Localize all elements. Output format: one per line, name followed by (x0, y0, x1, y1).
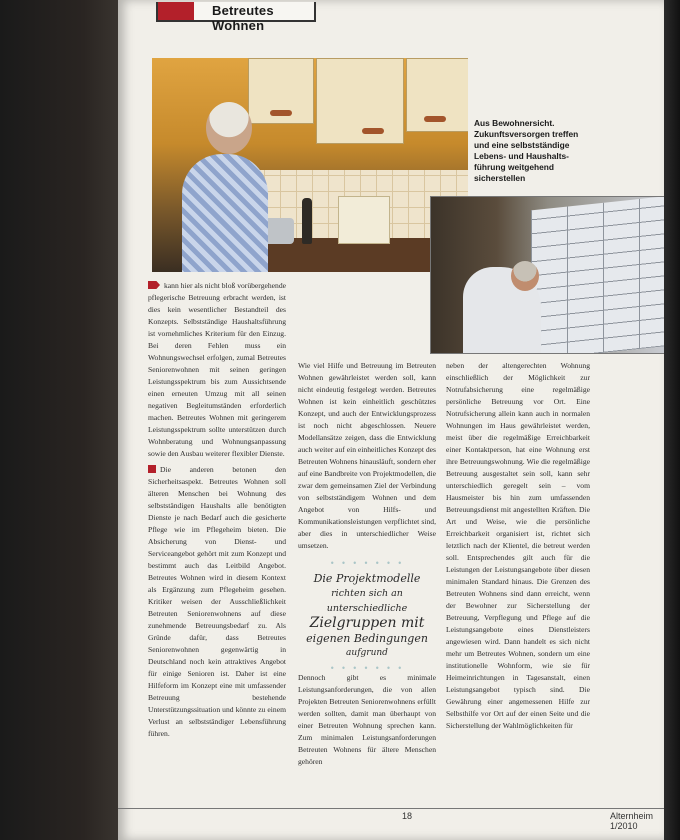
section-title: Betreutes Wohnen (212, 3, 274, 33)
paragraph: Wie viel Hilfe und Betreuung im Betreuten Wohnen gewährleistet werden soll, kann nicht eindeutig festgelegt werden. Betreutes Wohnen ist kein einheitlich geschütztes Konzept, und auch der Entwicklungsprozess ist noch nicht abgeschlossen. Neuere Modellansätze zeigen, dass die Entwicklung auch weiter auf ein einheitliches Konzept des Betreuten Wohnens hinausläuft, sondern eher auf eine Bandbreite von Projektmodellen, die zwar dem gemeinsamen Ziel der Verbindung von selbstständigem Wohnen und dem Angebot von Hilfs- und Kommunikationsleistungen verpflichtet sind, aber dies in unterschiedlicher Weise umsetzen. (298, 361, 436, 550)
paragraph (148, 280, 286, 460)
pull-quote-line: Zielgruppen mit (309, 615, 425, 631)
resident-figure (182, 154, 268, 272)
footer-rule (118, 808, 664, 809)
arrow-bullet-icon (148, 281, 160, 289)
paragraph (148, 464, 286, 740)
pull-quote-top-rule: • • • • • • • (329, 559, 405, 568)
mailbox-wall (531, 196, 664, 354)
pull-quote-line: Die Projektmodelle (313, 572, 421, 585)
pull-quote-bottom-rule: • • • • • • • (329, 664, 405, 673)
cabinet-handle (362, 128, 384, 134)
magazine-issue: Alternheim 1/2010 (610, 811, 654, 831)
wall-picture (338, 196, 390, 244)
pull-quote-line: eigenen Bedingungen (306, 632, 428, 645)
page-number: 18 (402, 811, 413, 821)
text-column-2 (298, 360, 436, 556)
resident-head (206, 102, 252, 154)
text-column-3 (446, 360, 590, 736)
kitchen-photo (152, 58, 468, 272)
text-column-1 (148, 280, 286, 744)
book-spine (0, 0, 120, 840)
cabinet-handle (424, 116, 446, 122)
pull-quote-line: richten sich an unterschiedliche (326, 588, 408, 614)
paragraph: neben der altengerechten Wohnung einschließlich der Möglichkeit zur Notrufabsicherung eine regelmäßige persönliche Betreuung vor Ort. Eine Notrufsicherung allein kann auch in normalen Wohnungen im Haus gewährleistet werden, meist über die regelmäßige Erreichbarkeit einer Kontaktperson, hat eine Wohnung erst ihre Betreuungswohnung. Wie die regelmäßige Betreuung ausgestaltet sein soll, kann sehr unterschiedlich geregelt sein – vom Hausmeister bis hin zum umfassenden Betreuungsdienst mit angestellten Kräften. Die Art und Weise, wie die persönliche Erreichbarkeit organisiert ist, richtet sich letztlich nach der Klientel, die betreut werden soll. Entsprechendes gilt auch für die Leistungen der Leistungsangebote über diesen minimalen Standard hinaus. Die Grenzen des Betreuten Wohnens sind dann erreicht, wenn der Bewohner zur Sicherstellung der Betreuung, Verpflegung und Pflege auf die Leistungsangebote eines Dienstleisters angewiesen wird. Dann handelt es sich nicht mehr um Betreutes Wohnen, sondern um eine institutionelle Wohnform, wie sie für Heimeinrichtungen in Tagesanstalt, einen Leistungsangebot typisch sind. Die Gewährung einer angemessenen Hilfe zur Selbsthilfe vor Ort auf der einen Seite und die Sicherstellung der Wahlmöglichkeiten für (446, 361, 590, 730)
man-head (511, 261, 539, 291)
bottle (302, 198, 312, 244)
page-edge-shadow (664, 0, 680, 840)
paragraph-text: kann hier als nicht bloß vorübergehende pflegerische Betreuung erbracht werden, ist dies kein wesentlicher Bestandteil des Konzepts. Selbstständige Haushaltsführung ist vornehmliches Kriterium für den Einzug. Bei deren Fehlen muss ein Wohnungswechsel erfolgen, zumal Betreutes Seniorenwohnen mit seinen geringen Leistungsspektrum bis zum Aussichtsende einen erneuten Umzug mit all seinen negativen Begleitumständen erforderlich machen. Betreutes Wohnen mit geringerem Leistungsspektrum sollte unterstützen durch Wohnberatung und Wohnungsanpassung sowie den Ausbau weiterer flexibler Dienste. (148, 281, 286, 458)
section-header (156, 2, 316, 33)
cabinet (316, 58, 404, 144)
text-column-2-continued (298, 672, 436, 772)
paragraph: Dennoch gibt es minimale Leistungsanforderungen, die von allen Projekten Betreuten Seniorenwohnens erfüllt werden sollten, damit man überhaupt von einer Betreuten Wohnung sprechen kann. Zum minimalen Leistungsanforderungen Betreuten Wohnens für ältere Menschen gehören (298, 673, 436, 766)
mailbox-photo (430, 196, 664, 354)
square-bullet-icon (148, 465, 156, 473)
photo-caption: Aus Bewohnersicht. Zukunftsversorgen treffen und eine selbstständige Lebens- und Haushalts- führung weitgehend sicherstellen (474, 118, 579, 183)
paragraph-text: Die anderen betonen den Sicherheitsaspekt. Betreutes Wohnen soll älteren Menschen bei Wohnung des selbstständigen Haushalts alle benötigten Dienste je nach Bedarf auch die gesicherte Pflege wie im Pflegeheim bieten. Die Absicherung von Dienst- und Serviceangebot gehört mit zum Konzept und bestimmt auch das Leitbild Angebot. Betreutes Wohnen wird in diesem Kontext als Ergänzung zum Pflegeheim gesehen. Kritiker weisen der Ausschließlichkeit Betreuten Seniorenwohnens auf diese zunehmende Betreuungsbedarf zu. Als Gründe dafür, dass Betreutes Seniorenwohnen gegenwärtig in Deutschland noch kein attraktives Angebot für einige Senioren ist. Daher ist eine Hilfeform im Konzept eine mit umfassender Betreuung bestehende Unterstützungssituation und könnte zu einem Verlust an selbstständiger Lebensführung führen. (148, 465, 286, 738)
pull-quote-line: aufgrund (346, 648, 388, 658)
magazine-page (118, 0, 664, 840)
section-color-block (158, 2, 194, 20)
cabinet-handle (270, 110, 292, 116)
pull-quote (298, 556, 436, 676)
